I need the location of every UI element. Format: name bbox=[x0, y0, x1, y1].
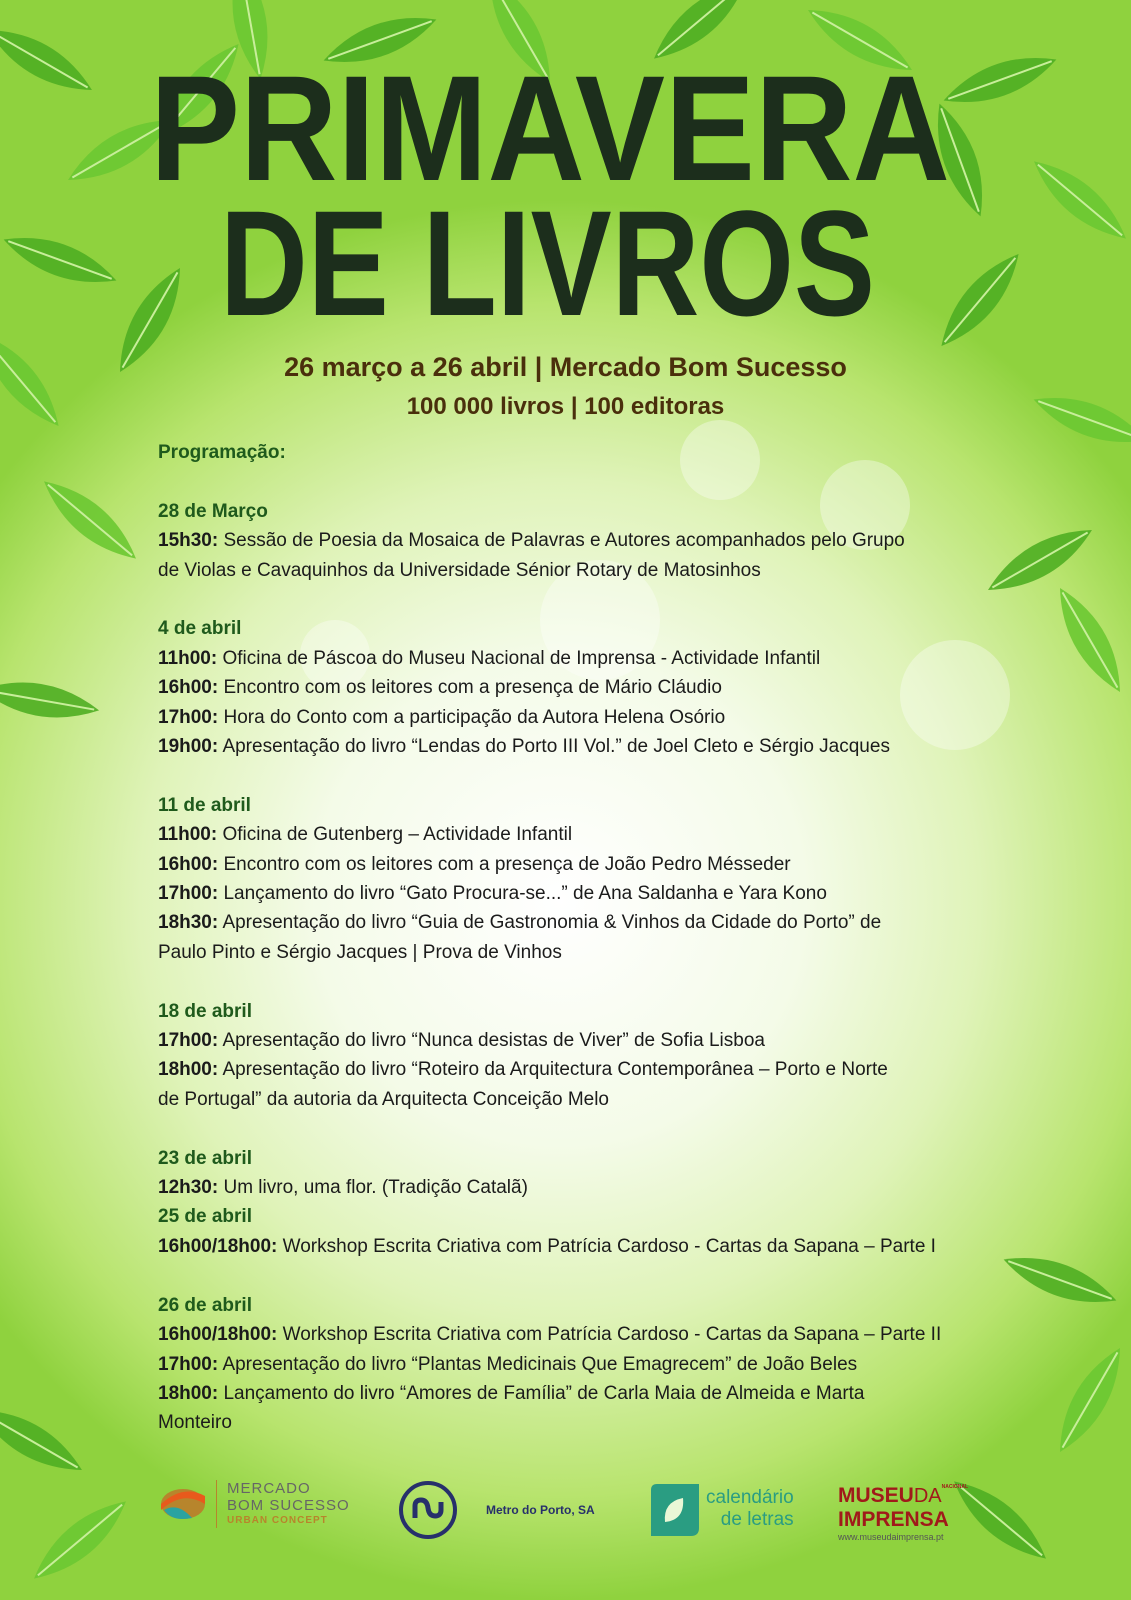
event-line bbox=[158, 879, 988, 908]
leaf-icon bbox=[0, 674, 102, 726]
program-heading: Programação: bbox=[158, 442, 286, 463]
mercado-line2: BOM SUCESSO bbox=[227, 1497, 350, 1514]
leaf-icon bbox=[0, 16, 100, 104]
event-line bbox=[158, 673, 988, 702]
event-line bbox=[158, 1350, 988, 1379]
mercado-emblem-icon bbox=[158, 1484, 208, 1524]
leaf-vein bbox=[1038, 165, 1122, 236]
event-line bbox=[158, 820, 988, 849]
day-heading: 25 de abril bbox=[158, 1206, 252, 1228]
event-line bbox=[158, 1055, 988, 1084]
event-line bbox=[158, 1379, 988, 1408]
event-line bbox=[158, 526, 988, 555]
leaf-vein bbox=[1063, 1352, 1118, 1447]
event-time: 15h30: bbox=[158, 530, 219, 552]
dates-venue: 26 março a 26 abril | Mercado Bom Sucesso bbox=[284, 352, 847, 382]
sponsor-logos bbox=[0, 1480, 1131, 1580]
event-line bbox=[158, 850, 988, 879]
event-text: Um livro, uma flor. (Tradição Catalã) bbox=[223, 1177, 528, 1199]
event-text: Apresentação do livro “Lendas do Porto III Vol.” de Joel Cleto e Sérgio Jacques bbox=[222, 736, 890, 758]
museu-line2: IMPRENSA bbox=[838, 1508, 949, 1531]
event-time: 16h00/18h00: bbox=[158, 1324, 278, 1346]
event-time: 17h00: bbox=[158, 1353, 219, 1375]
event-time: 11h00: bbox=[158, 647, 218, 669]
day-heading: 4 de abril bbox=[158, 618, 242, 640]
title-line-2: DE LIVROS bbox=[220, 179, 875, 330]
event-text: Apresentação do livro “Nunca desistas de Viver” de Sofia Lisboa bbox=[222, 1030, 765, 1052]
event-text-continued: de Portugal” da autoria da Arquitecta Conceição Melo bbox=[158, 1088, 609, 1110]
event-text-continued: Monteiro bbox=[158, 1412, 232, 1434]
mercado-logo bbox=[158, 1480, 350, 1528]
mercado-tag: URBAN CONCEPT bbox=[227, 1515, 328, 1526]
event-time: 17h00: bbox=[158, 883, 219, 905]
event-text: Apresentação do livro “Roteiro da Arquitectura Contemporânea – Porto e Norte bbox=[222, 1059, 888, 1081]
event-text-continued: Paulo Pinto e Sérgio Jacques | Prova de Vinhos bbox=[158, 941, 562, 963]
calendario-leaf-icon bbox=[647, 1480, 702, 1538]
leaf-icon bbox=[1024, 149, 1131, 251]
event-time: 16h00: bbox=[158, 853, 219, 875]
event-text: Lançamento do livro “Amores de Família” de Carla Maia de Almeida e Marta bbox=[223, 1382, 865, 1404]
leaf-icon bbox=[0, 1396, 90, 1484]
calendario-line2: de letras bbox=[720, 1509, 794, 1530]
event-text: Lançamento do livro “Gato Procura-se...” de Ana Saldanha e Yara Kono bbox=[223, 883, 827, 905]
day-heading: 11 de abril bbox=[158, 794, 251, 816]
event-text: Sessão de Poesia da Mosaica de Palavras e Autores acompanhados pelo Grupo bbox=[223, 530, 905, 552]
event-text: Encontro com os leitores com a presença de João Pedro Mésseder bbox=[223, 853, 791, 875]
event-time: 18h00: bbox=[158, 1059, 219, 1081]
leaf-vein bbox=[48, 485, 132, 556]
event-time: 16h00: bbox=[158, 677, 219, 699]
event-line bbox=[158, 908, 988, 937]
event-time: 18h00: bbox=[158, 1382, 219, 1404]
calendario-line1: calendário bbox=[706, 1487, 794, 1508]
metro-emblem-icon bbox=[398, 1480, 458, 1540]
event-text: Encontro com os leitores com a presença de Mário Cláudio bbox=[223, 677, 722, 699]
event-text: Oficina de Gutenberg – Actividade Infantil bbox=[222, 824, 573, 846]
museu-logo bbox=[838, 1484, 968, 1543]
event-line bbox=[158, 732, 988, 761]
stats: 100 000 livros | 100 editoras bbox=[406, 393, 725, 420]
museu-da: DA bbox=[913, 1485, 942, 1507]
event-line bbox=[158, 1026, 988, 1055]
metro-logo bbox=[398, 1480, 595, 1540]
event-line bbox=[158, 703, 988, 732]
calendario-logo bbox=[647, 1480, 794, 1538]
title-line-1: PRIMAVERA bbox=[150, 60, 950, 212]
event-time: 17h00: bbox=[158, 706, 219, 728]
museu-url: www.museudaimprensa.pt bbox=[838, 1532, 944, 1542]
museu-nacional: NACIONAL bbox=[941, 1484, 969, 1490]
event-text: Oficina de Páscoa do Museu Nacional de Imprensa - Actividade Infantil bbox=[222, 647, 821, 669]
event-time: 12h30: bbox=[158, 1177, 219, 1199]
event-text: Apresentação do livro “Guia de Gastronomia & Vinhos da Cidade do Porto” de bbox=[222, 912, 882, 934]
day-heading: 23 de abril bbox=[158, 1147, 252, 1169]
event-time: 17h00: bbox=[158, 1030, 219, 1052]
day-heading: 28 de Março bbox=[158, 500, 268, 522]
event-time: 16h00/18h00: bbox=[158, 1235, 278, 1257]
day-heading: 18 de abril bbox=[158, 1000, 252, 1022]
event-text: Workshop Escrita Criativa com Patrícia Cardoso - Cartas da Sapana – Parte I bbox=[282, 1235, 936, 1257]
event-time: 11h00: bbox=[158, 824, 218, 846]
event-text-continued: de Violas e Cavaquinhos da Universidade Sénior Rotary de Matosinhos bbox=[158, 559, 761, 581]
leaf-icon bbox=[1046, 1340, 1131, 1460]
program bbox=[158, 438, 988, 1438]
leaf-vein bbox=[1063, 592, 1118, 687]
leaf-vein bbox=[992, 533, 1087, 588]
event-time: 18h30: bbox=[158, 912, 219, 934]
poster-title bbox=[150, 60, 970, 330]
museu-line1: MUSEU bbox=[838, 1484, 914, 1507]
mercado-line1: MERCADO bbox=[227, 1480, 311, 1497]
day-heading: 26 de abril bbox=[158, 1294, 252, 1316]
event-text: Apresentação do livro “Plantas Medicinais Que Emagrecem” de João Beles bbox=[222, 1353, 858, 1375]
event-time: 19h00: bbox=[158, 736, 219, 758]
event-text: Hora do Conto com a participação da Autora Helena Osório bbox=[223, 706, 726, 728]
event-line bbox=[158, 1173, 988, 1202]
event-line bbox=[158, 1232, 988, 1261]
event-text: Workshop Escrita Criativa com Patrícia Cardoso - Cartas da Sapana – Parte II bbox=[282, 1324, 942, 1346]
metro-name: Metro do Porto, SA bbox=[486, 1503, 595, 1517]
leaf-icon bbox=[1046, 580, 1131, 700]
event-line bbox=[158, 644, 988, 673]
event-line bbox=[158, 1320, 988, 1349]
